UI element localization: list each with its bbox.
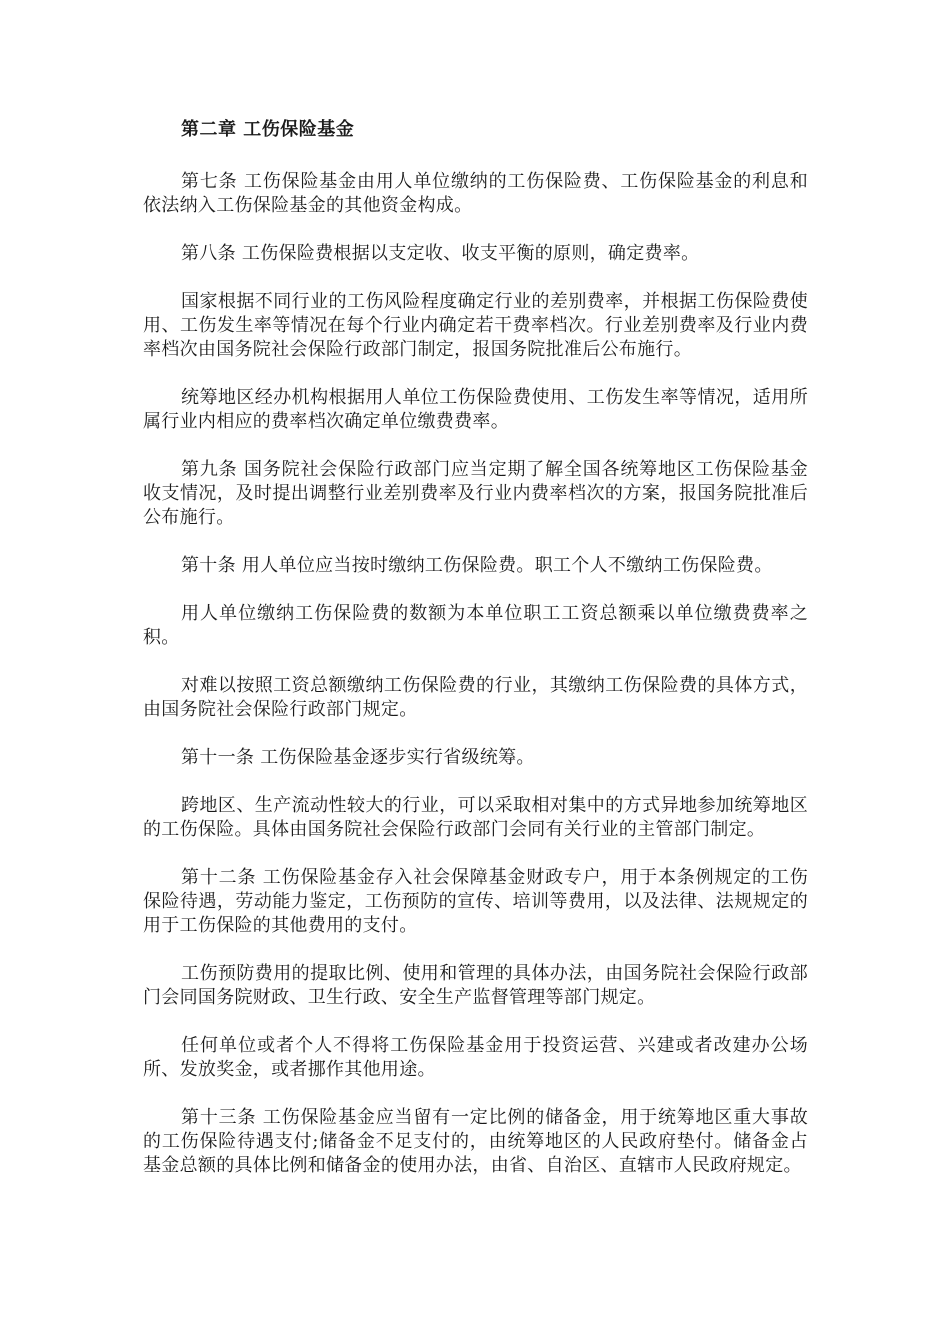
paragraph-article-10-special: 对难以按照工资总额缴纳工伤保险费的行业，其缴纳工伤保险费的具体方式，由国务院社会保险行政部门规定。 (143, 675, 808, 720)
paragraph-article-9: 第九条 国务院社会保险行政部门应当定期了解全国各统筹地区工伤保险基金收支情况，及时提出调整行业差别费率及行业内费率档次的方案，报国务院批准后公布施行。 (143, 459, 808, 528)
paragraph-article-12: 第十二条 工伤保险基金存入社会保障基金财政专户，用于本条例规定的工伤保险待遇，劳动能力鉴定，工伤预防的宣传、培训等费用，以及法律、法规规定的用于工伤保险的其他费用的支付。 (143, 867, 808, 936)
paragraph-article-8: 第八条 工伤保险费根据以支定收、收支平衡的原则，确定费率。 (181, 243, 700, 264)
paragraph-article-10-amount: 用人单位缴纳工伤保险费的数额为本单位职工工资总额乘以单位缴费费率之积。 (143, 603, 808, 648)
paragraph-article-11-cross-region: 跨地区、生产流动性较大的行业，可以采取相对集中的方式异地参加统筹地区的工伤保险。具体由国务院社会保险行政部门会同有关行业的主管部门制定。 (143, 795, 808, 840)
paragraph-article-8-rates: 国家根据不同行业的工伤风险程度确定行业的差别费率，并根据工伤保险费使用、工伤发生率等情况在每个行业内确定若干费率档次。行业差别费率及行业内费率档次由国务院社会保险行政部门制定，报国务院批准后公布施行。 (143, 291, 808, 360)
paragraph-article-7: 第七条 工伤保险基金由用人单位缴纳的工伤保险费、工伤保险基金的利息和依法纳入工伤保险基金的其他资金构成。 (143, 171, 808, 216)
chapter-title: 第二章 工伤保险基金 (181, 119, 355, 140)
paragraph-article-10: 第十条 用人单位应当按时缴纳工伤保险费。职工个人不缴纳工伤保险费。 (181, 555, 773, 576)
paragraph-article-8-agency: 统筹地区经办机构根据用人单位工伤保险费使用、工伤发生率等情况，适用所属行业内相应的费率档次确定单位缴费费率。 (143, 387, 808, 432)
paragraph-article-11: 第十一条 工伤保险基金逐步实行省级统筹。 (181, 747, 535, 768)
paragraph-article-12-prohibition: 任何单位或者个人不得将工伤保险基金用于投资运营、兴建或者改建办公场所、发放奖金，或者挪作其他用途。 (143, 1035, 808, 1080)
paragraph-article-13: 第十三条 工伤保险基金应当留有一定比例的储备金，用于统筹地区重大事故的工伤保险待遇支付;储备金不足支付的，由统筹地区的人民政府垫付。储备金占基金总额的具体比例和储备金的使用办法，由省、自治区、直辖市人民政府规定。 (143, 1107, 808, 1176)
document-body (143, 110, 808, 1202)
paragraph-article-12-prevention: 工伤预防费用的提取比例、使用和管理的具体办法，由国务院社会保险行政部门会同国务院财政、卫生行政、安全生产监督管理等部门规定。 (143, 963, 808, 1008)
